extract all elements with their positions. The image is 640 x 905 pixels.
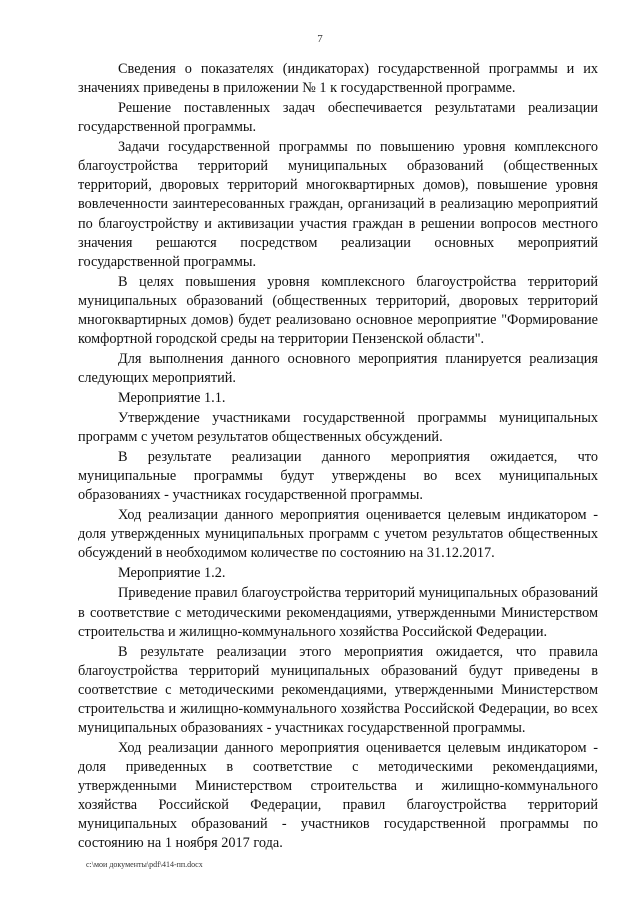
- paragraph-activity-1-1-description: Утверждение участниками государственной программы муниципальных программ с учетом результатов общественных обсуждений.: [78, 410, 598, 446]
- paragraph-program-tasks: Задачи государственной программы по повышению уровня комплексного благоустройства территорий муниципальных образований (общественных территорий, дворовых территорий многоквартирных домов), повышение уровня вовлеченности заинтересованных граждан, организаций в реализацию мероприятий по благоустройству и активизации участия граждан в решении вопросов местного значения решаются посредством реализации основных мероприятий государственной программы.: [78, 139, 598, 270]
- footer-file-path: c:\мои документы\pdf\414-пп.docx: [86, 860, 203, 869]
- paragraph-activity-1-1-result: В результате реализации данного мероприятия ожидается, что муниципальные программы будут утверждены во всех муниципальных образованиях - участниках государственной программы.: [78, 449, 598, 504]
- activity-heading-1-2: Мероприятие 1.2.: [118, 565, 226, 582]
- paragraph-activity-1-2-indicator: Ход реализации данного мероприятия оценивается целевым индикатором - доля приведенных в соответствие с методическими рекомендациями, утвержденными Министерством строительства и жилищно-коммунального хозяйства Российской Федерации, правил благоустройства территорий муниципальных образований - участников государственной программы по состоянию на 1 ноября 2017 года.: [78, 739, 598, 852]
- paragraph-activity-1-1-indicator: Ход реализации данного мероприятия оценивается целевым индикатором - доля утвержденных муниципальных программ с учетом результатов общественных обсуждений в необходимом количестве по состоянию на 31.12.2017.: [78, 507, 598, 562]
- document-body: [78, 60, 598, 854]
- paragraph-tasks-solution: Решение поставленных задач обеспечивается результатами реализации государственной программы.: [78, 100, 598, 136]
- paragraph-planned-activities: Для выполнения данного основного мероприятия планируется реализация следующих мероприятий.: [78, 350, 598, 387]
- paragraph-activity-1-2-result: В результате реализации этого мероприятия ожидается, что правила благоустройства территорий муниципальных образований будут приведены в соответствие с методическими рекомендациями, утвержденными Министерством строительства и жилищно-коммунального хозяйства Российской Федерации, во всех муниципальных образованиях - участниках государственной программы.: [78, 643, 598, 736]
- paragraph-indicators-info: Сведения о показателях (индикаторах) государственной программы и их значениях приведены в приложении № 1 к государственной программе.: [78, 61, 598, 97]
- page-number: 7: [317, 33, 323, 45]
- paragraph-activity-1-2-description: Приведение правил благоустройства территорий муниципальных образований в соответствие с методическими рекомендациями, утвержденными Министерством строительства и жилищно-коммунального хозяйства Российской Федерации.: [78, 585, 598, 640]
- paragraph-main-activity: В целях повышения уровня комплексного благоустройства территорий муниципальных образований (общественных территорий, дворовых территорий многоквартирных домов) будет реализовано основное мероприятие "Формирование комфортной городской среды на территории Пензенской области".: [78, 273, 598, 347]
- activity-heading-1-1: Мероприятие 1.1.: [118, 390, 226, 407]
